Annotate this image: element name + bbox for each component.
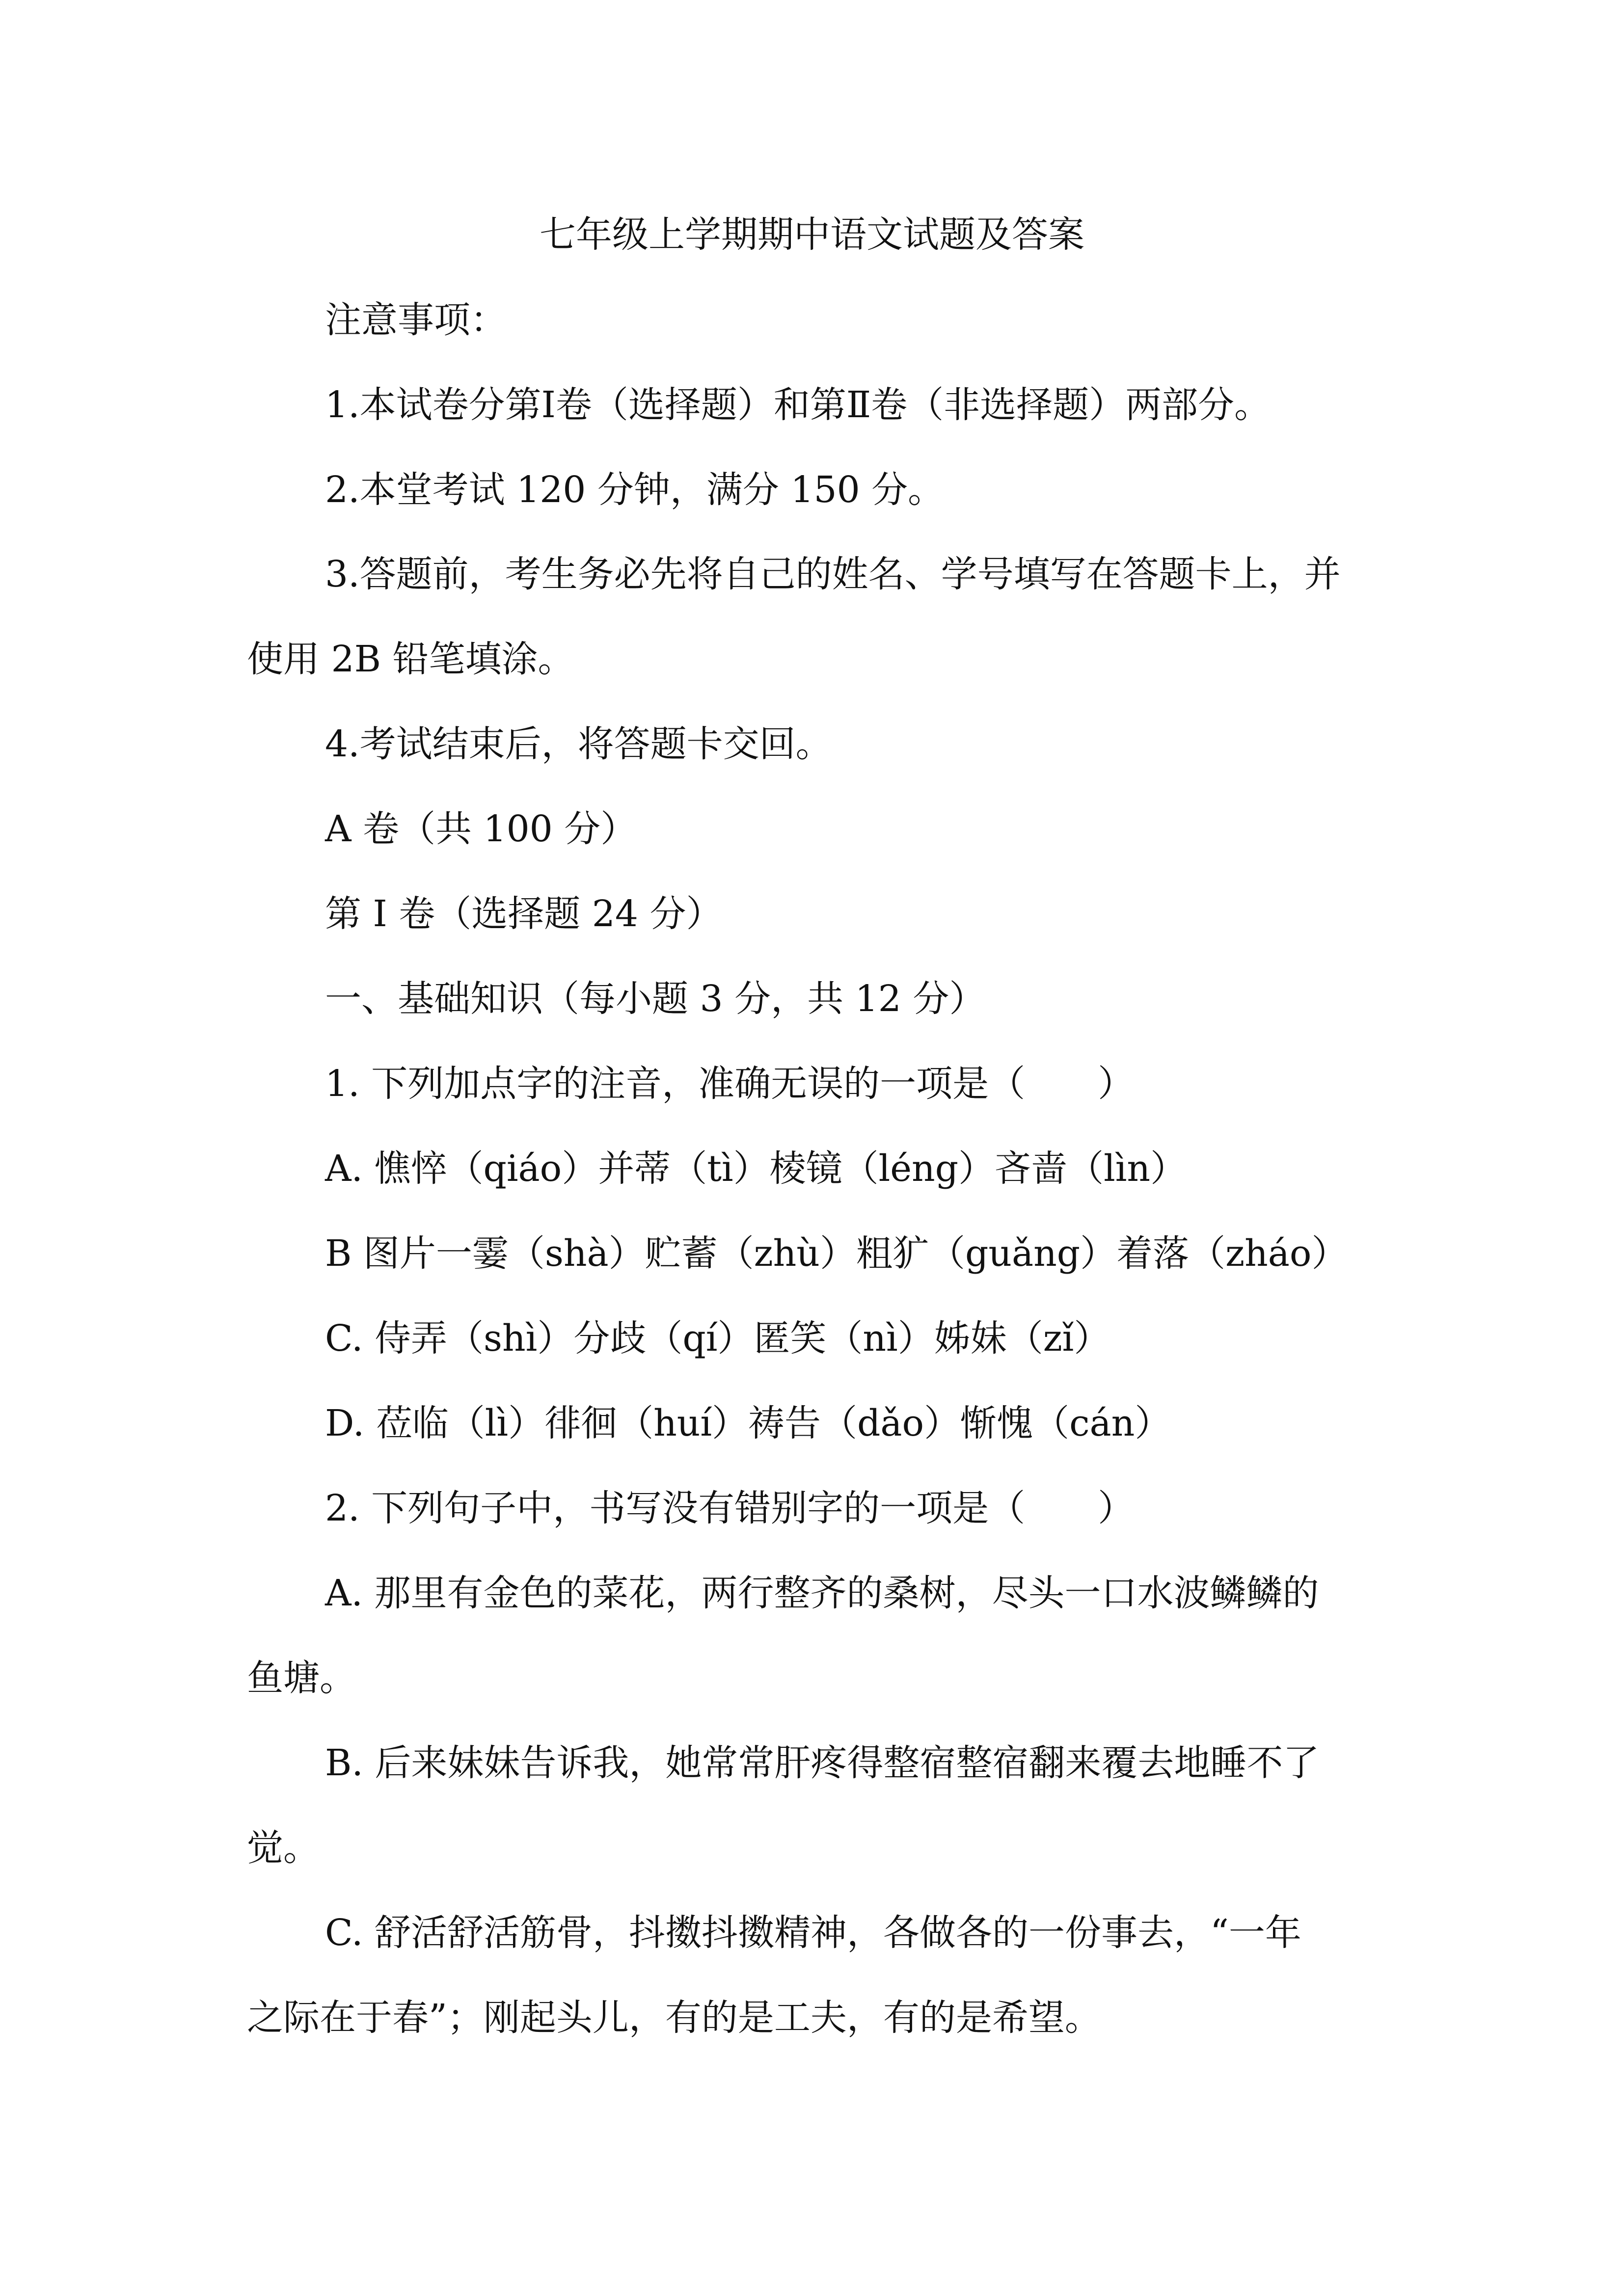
section-1-heading: 一、基础知识（每小题 3 分，共 12 分） bbox=[325, 978, 986, 1020]
notice-item-4: 4.考试结束后，将答题卡交回。 bbox=[325, 723, 832, 765]
question-1-option-b: B 图片一霎（shà）贮蓄（zhù）粗犷（guǎng）着落（zháo） bbox=[325, 1232, 1348, 1275]
question-2-option-a-continued: 鱼塘。 bbox=[247, 1657, 356, 1699]
notice-item-2: 2.本堂考试 120 分钟，满分 150 分。 bbox=[325, 469, 945, 511]
question-1-option-c: C. 侍弄（shì）分歧（qí）匿笑（nì）姊妹（zǐ） bbox=[325, 1317, 1110, 1360]
question-2-option-b: B. 后来妹妹告诉我，她常常肝疼得整宿整宿翻来覆去地睡不了 bbox=[325, 1742, 1320, 1784]
notice-item-3-continued: 使用 2B 铅笔填涂。 bbox=[247, 638, 574, 680]
page-title: 七年级上学期期中语文试题及答案 bbox=[540, 214, 1084, 256]
notice-item-3: 3.答题前，考生务必先将自己的姓名、学号填写在答题卡上，并 bbox=[325, 553, 1341, 595]
question-1-option-a: A. 憔悴（qiáo）并蒂（tì）棱镜（léng）吝啬（lìn） bbox=[325, 1148, 1187, 1190]
question-2-stem: 2. 下列句子中，书写没有错别字的一项是（ ） bbox=[325, 1487, 1135, 1529]
volume-1-heading: 第 I 卷（选择题 24 分） bbox=[325, 893, 723, 935]
question-2-option-c: C. 舒活舒活筋骨，抖擞抖擞精神，各做各的一份事去，“一年 bbox=[325, 1912, 1301, 1954]
notice-heading: 注意事项： bbox=[325, 299, 507, 341]
question-1-stem: 1. 下列加点字的注音，准确无误的一项是（ ） bbox=[325, 1063, 1135, 1105]
notice-item-1: 1.本试卷分第Ⅰ卷（选择题）和第Ⅱ卷（非选择题）两部分。 bbox=[325, 384, 1271, 426]
question-2-option-c-continued: 之际在于春”；刚起头儿，有的是工夫，有的是希望。 bbox=[247, 1997, 1101, 2039]
question-2-option-a: A. 那里有金色的菜花，两行整齐的桑树，尽头一口水波鳞鳞的 bbox=[325, 1572, 1319, 1614]
part-a-heading: A 卷（共 100 分） bbox=[325, 808, 637, 850]
question-1-option-d: D. 莅临（lì）徘徊（huí）祷告（dǎo）惭愧（cán） bbox=[325, 1402, 1171, 1444]
question-2-option-b-continued: 觉。 bbox=[247, 1827, 320, 1869]
